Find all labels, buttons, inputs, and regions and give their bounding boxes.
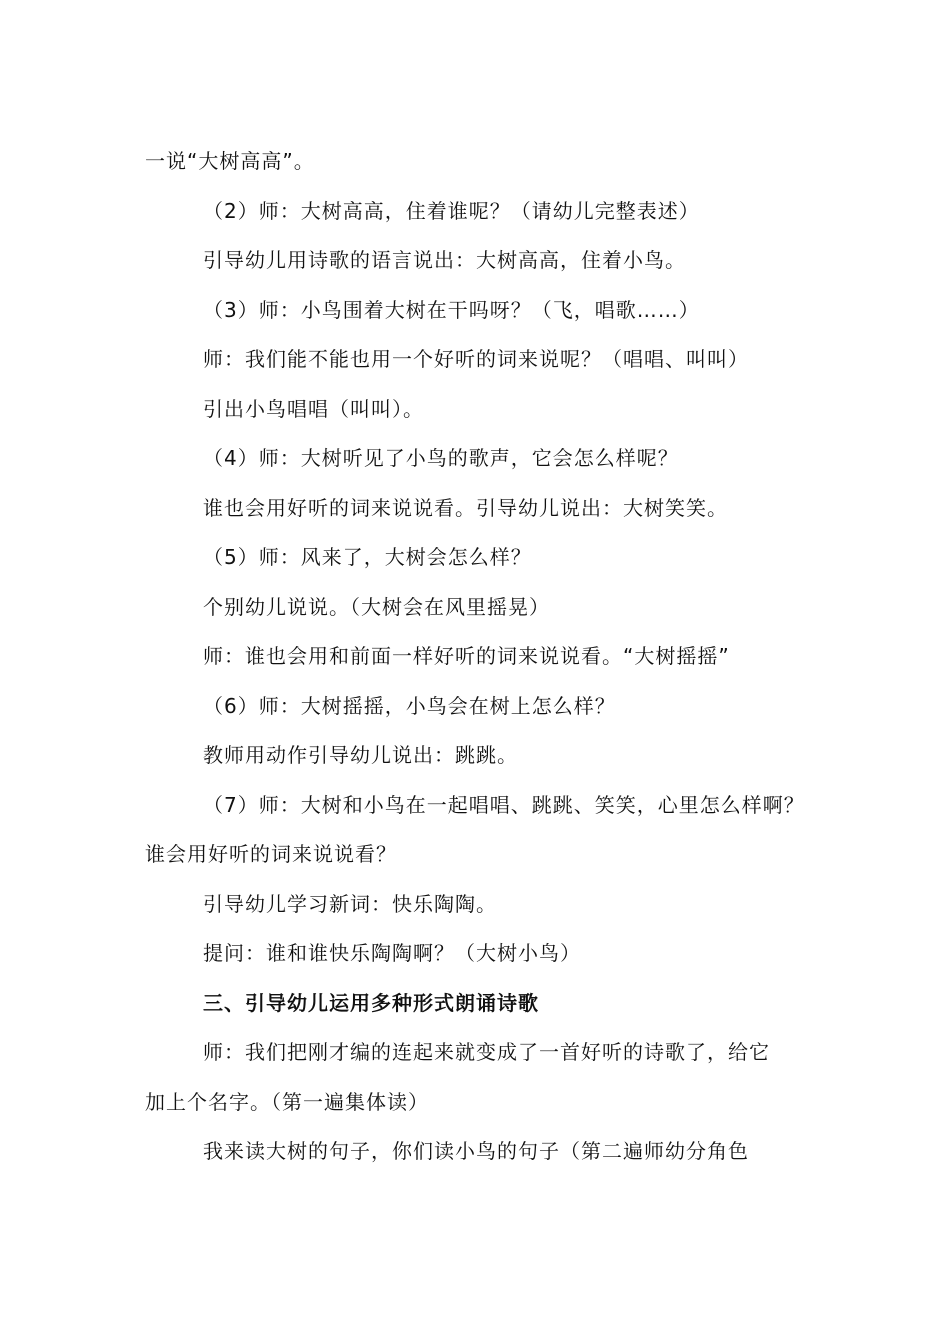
paragraph-line: 教师用动作引导幼儿说出：跳跳。 <box>203 743 518 767</box>
paragraph-line: 师：我们把刚才编的连起来就变成了一首好听的诗歌了，给它 <box>203 1040 770 1064</box>
paragraph-line: （2）师：大树高高，住着谁呢？（请幼儿完整表述） <box>203 198 700 223</box>
paragraph-line: 引导幼儿用诗歌的语言说出：大树高高，住着小鸟。 <box>203 248 686 272</box>
paragraph-line: 引导幼儿学习新词：快乐陶陶。 <box>203 891 497 916</box>
section-heading: 三、引导幼儿运用多种形式朗诵诗歌 <box>203 990 539 1015</box>
paragraph-line: 提问：谁和谁快乐陶陶啊？（大树小鸟） <box>203 941 581 965</box>
paragraph-line: 师：我们能不能也用一个好听的词来说呢？（唱唱、叫叫） <box>203 347 749 371</box>
paragraph-line: （6）师：大树摇摇，小鸟会在树上怎么样？ <box>203 693 616 718</box>
paragraph-line: 引出小鸟唱唱（叫叫）。 <box>203 396 424 421</box>
paragraph-line: （3）师：小鸟围着大树在干吗呀？（飞，唱歌……） <box>203 297 700 322</box>
paragraph-line: 加上个名字。（第一遍集体读） <box>145 1089 429 1114</box>
paragraph-line: （7）师：大树和小鸟在一起唱唱、跳跳、笑笑，心里怎么样啊？ <box>203 792 805 817</box>
document-body <box>145 137 835 1177</box>
paragraph-line: 师：谁也会用和前面一样好听的词来说说看。“大树摇摇” <box>203 644 730 668</box>
paragraph-line: （4）师：大树听见了小鸟的歌声，它会怎么样呢？ <box>203 446 679 470</box>
paragraph-line: 谁会用好听的词来说说看？ <box>145 842 397 866</box>
paragraph-line: 一说“大树高高”。 <box>145 149 315 173</box>
paragraph-line: （5）师：风来了，大树会怎么样？ <box>203 545 532 569</box>
paragraph-line: 我来读大树的句子，你们读小鸟的句子（第二遍师幼分角色 <box>203 1139 749 1163</box>
paragraph-line: 个别幼儿说说。（大树会在风里摇晃） <box>203 594 550 619</box>
paragraph-line: 谁也会用好听的词来说说看。引导幼儿说出：大树笑笑。 <box>203 495 728 520</box>
